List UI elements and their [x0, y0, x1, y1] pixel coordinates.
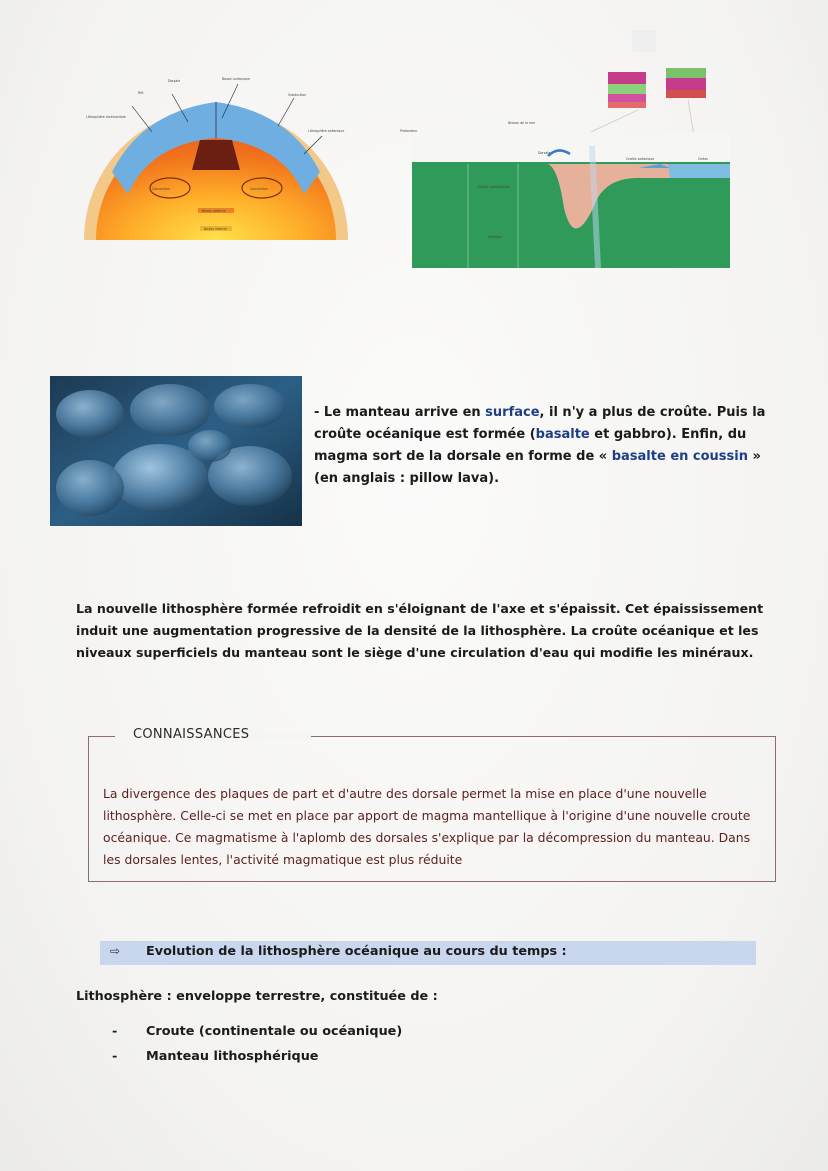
earth-label: Noyau externe — [202, 209, 226, 213]
pillow-text-coussin: basalte en coussin — [611, 449, 748, 464]
bullet-dash: - — [112, 1049, 118, 1064]
pillow-text-surface: surface — [485, 405, 540, 420]
earth-label: Noyau interne — [204, 227, 227, 231]
earth-label: Convection — [152, 187, 170, 191]
earth-label: Lithosphère océanique — [308, 129, 345, 133]
knowledge-box — [88, 727, 776, 882]
list-item-label: Croute (continentale ou océanique) — [146, 1024, 403, 1039]
earth-label: Convection — [250, 187, 268, 191]
earth-cross-section-figure — [82, 72, 350, 242]
knowledge-box-body: La divergence des plaques de part et d'autre des dorsale permet la mise en place d'une nouvelle lithosphère. Celle-ci se met en place par apport de magma mantellique à l'origine d'une nouvelle croute océanique. Ce magmatisme à l'aplomb des dorsales s'explique par la décompression du manteau. Dans les dorsales lentes, l'activité magmatique est plus réduite — [103, 786, 751, 867]
evolution-title: Evolution de la lithosphère océanique au cours du temps : — [146, 944, 567, 959]
cooling-paragraph: La nouvelle lithosphère formée refroidit en s'éloignant de l'axe et s'épaissit. Cet épaississement induit une augmentation progressive de la densité de la lithosphère. La croûte océanique et les niveaux superficiels du manteau sont le siège d'une circulation d'eau qui modifie les minéraux. — [76, 601, 764, 660]
section-label: Profondeur — [400, 129, 418, 133]
pillow-text-end: » (en anglais : pillow lava). — [314, 449, 761, 486]
ridge-section-figure — [398, 28, 733, 270]
lithosphere-definition: Lithosphère : enveloppe terrestre, constituée de : — [76, 989, 438, 1004]
section-label: Croûte océanique — [626, 157, 655, 161]
evolution-heading — [100, 941, 756, 965]
pillow-text-tail: et gabbro). Enfin, du magma sort de la dorsale en forme de « — [314, 427, 747, 464]
section-label: Manteau — [488, 235, 502, 239]
pillow-text-mid: , il n'y a plus de croûte. Puis la croûte océanique est formée ( — [314, 405, 766, 442]
arrow-icon: ⇨ — [110, 944, 121, 958]
bullet-dash: - — [112, 1024, 118, 1039]
section-label: Océan — [698, 157, 709, 161]
pillow-text-basalte: basalte — [535, 427, 590, 442]
pillow-text-intro: - Le manteau arrive en — [314, 405, 486, 420]
section-label: Croûte continentale — [478, 185, 510, 189]
pillow-lava-description — [314, 402, 784, 490]
earth-label: Rift — [138, 91, 144, 95]
section-label: Niveau de la mer — [508, 121, 536, 125]
pillow-lava-photo — [50, 376, 302, 526]
earth-label: Dorsale — [168, 79, 181, 83]
section-label: Dorsale — [538, 151, 551, 155]
earth-label: Subduction — [288, 93, 306, 97]
earth-label: Lithosphère continentale — [86, 115, 126, 119]
earth-label: Bassin océanique — [222, 77, 250, 81]
list-item-label: Manteau lithosphérique — [146, 1049, 319, 1064]
knowledge-box-title: CONNAISSANCES — [119, 727, 263, 742]
